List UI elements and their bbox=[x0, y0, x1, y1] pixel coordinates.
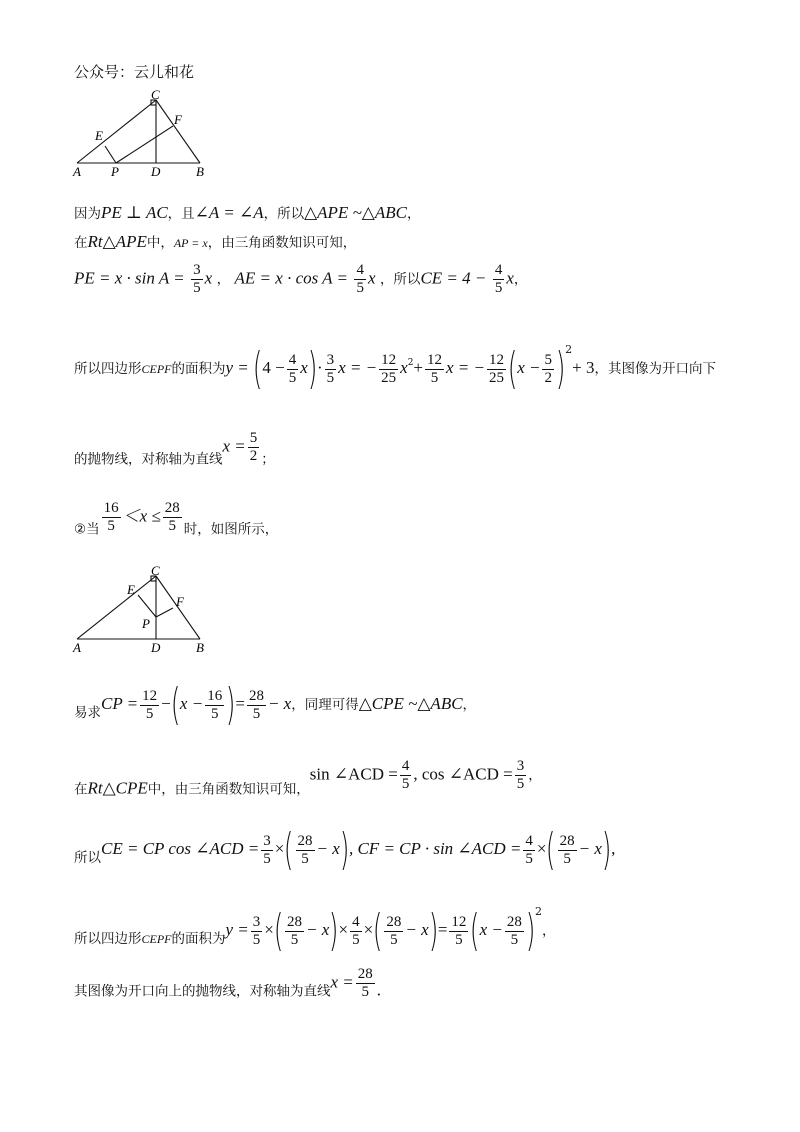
line-5: 的抛物线，对称轴为直线x = $\frac{5}{2}$ ； bbox=[74, 430, 275, 468]
line-1: 因为PE ⊥ AC，且∠A = ∠A，所以△APE ~△ABC， bbox=[74, 203, 421, 222]
line-7: 易求CP = $\frac{12}{5}$ −(x − $\frac{16}{5}$ )= $\frac{28}{5}$ − x，同理可得△CPE ~△ABC， bbox=[74, 679, 477, 730]
fig1-label-A: A bbox=[73, 164, 81, 179]
line-6: ②当 $\frac{16}{5}$ ＜x ≤ $\frac{28}{5}$ 时，如图所示， bbox=[74, 500, 279, 538]
line-8: 在Rt△CPE中，由三角函数知识可知，sin ∠ACD = $\frac{4}{5}$ , cos ∠ACD = $\frac{3}{5}$ ， bbox=[74, 758, 542, 798]
line-11: 其图像为开口向上的抛物线，对称轴为直线x = $\frac{28}{5}$ . bbox=[74, 966, 382, 1000]
fig1-label-F: F bbox=[174, 112, 182, 127]
fig2-label-E: E bbox=[127, 582, 135, 597]
fig1-label-C: C bbox=[151, 90, 160, 102]
fig1-label-E: E bbox=[95, 128, 103, 143]
line-10: 所以四边形CEPF的面积为y = $\frac{3}{5}$ ×( $\frac{28}{5}$ − x)× $\frac{4}{5}$ ×( $\frac{28}{5}$ − x)= $\frac{12}{5}$ (x − $\frac{28}{5}$ )$^2$， bbox=[74, 905, 556, 956]
fig1-label-D: D bbox=[151, 164, 161, 179]
fig2-label-D: D bbox=[151, 640, 161, 655]
figure-2 bbox=[70, 566, 220, 658]
line-2: 在Rt△APE中，AP = x，由三角函数知识可知， bbox=[74, 232, 357, 251]
fig2-label-C: C bbox=[151, 566, 160, 578]
fig1-label-B: B bbox=[196, 164, 204, 179]
fig2-label-B: B bbox=[196, 640, 204, 655]
fig2-label-A: A bbox=[73, 640, 81, 655]
line-9: 所以CE = CP cos ∠ACD = $\frac{3}{5}$ ×( $\frac{28}{5}$ − x), CF = CP · sin ∠ACD = $\frac{4}{5}$ ×( $\frac{28}{5}$ − x), bbox=[74, 824, 616, 875]
line-4: 所以四边形CEPF的面积为y = (4 − $\frac{4}{5}$ x)· $\frac{3}{5}$ x = − $\frac{12}{25}$ $x^2+$ $\frac{12}{5}$ x = − $\frac{12}{25}$ (x − $\frac{5}{2}$ )$^2$+ 3，其图像为开口向下 bbox=[74, 343, 716, 394]
fig2-label-P: P bbox=[142, 616, 150, 631]
figure-1 bbox=[70, 90, 220, 182]
line-3: PE = x · sin A = $\frac{3}{5}$ x ， AE = x · cos A = $\frac{4}{5}$ x ，所以CE = 4 − $\frac{4}{5}$ x， bbox=[74, 262, 528, 296]
fig1-label-P: P bbox=[111, 164, 119, 179]
account-header: 公众号：云儿和花 bbox=[74, 63, 195, 81]
fig2-label-F: F bbox=[176, 594, 184, 609]
